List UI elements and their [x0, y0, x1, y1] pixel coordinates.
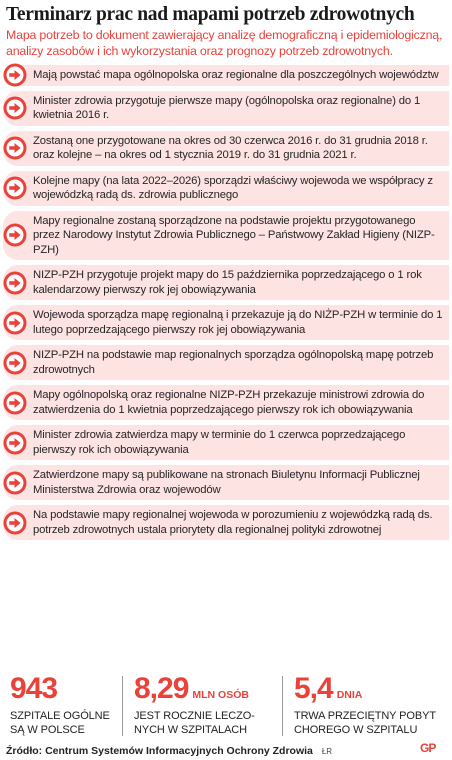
list-item-text: Mapy regionalne zostaną sporządzone na podstawie projektu przygotowanego przez Narodowy Instytut Zdrowia Publicznego – Państwowy Zakład Higieny (NIZP-PZH)	[33, 214, 435, 256]
stat-value: 943	[10, 672, 58, 705]
stat-value: 5,4	[294, 672, 333, 705]
list-item-text: Mapy ogólnopolską oraz regionalne NIZP-PZH przekazuje ministrowi zdrowia do zatwierdzenia do 1 kwietnia poprzedzającego pierwszy rok ich obowiązywania	[33, 389, 425, 416]
list-item-text: Minister zdrowia zatwierdza mapy w terminie do 1 czerwca poprzedzającego pierwszy rok ich obowiązywania	[33, 429, 406, 456]
list-item	[3, 171, 449, 206]
page-title: Terminarz prac nad mapami potrzeb zdrowotnych	[6, 4, 415, 25]
stat-label-line: TRWA PRZECIĘTNY POBYT	[294, 710, 436, 722]
list-item-text: Zatwierdzone mapy są publikowane na stronach Biuletynu Informacji Publicznej Ministerstwa Zdrowia oraz wojewodów	[33, 469, 420, 496]
list-item-text: Mają powstać mapa ogólnopolska oraz regionalne dla poszczególnych województw	[33, 69, 439, 81]
stat-label-line: JEST ROCZNIE LECZO-	[134, 710, 255, 722]
stats-row	[0, 672, 452, 742]
subtitle: Mapa potrzeb to dokument zawierający analizę demograficzną i epidemiologiczną, analizy zasobów i ich wykorzystania oraz prognozy potrzeb zdrowotnych.	[6, 28, 443, 58]
arrow-right-circle-icon	[3, 511, 27, 535]
list-item	[3, 265, 449, 300]
list-item-text: NIZP-PZH przygotuje projekt mapy do 15 października poprzedzającego o 1 rok kalendarzowy pierwszy rok jej obowiązywania	[33, 269, 422, 296]
list-item	[3, 305, 449, 340]
arrow-right-circle-icon	[3, 96, 27, 120]
source-line	[6, 745, 332, 757]
arrow-right-circle-icon	[3, 223, 27, 247]
stat-label-line: NYCH W SZPITALACH	[134, 723, 247, 736]
list-item	[3, 345, 449, 380]
arrow-right-circle-icon	[3, 63, 27, 87]
stat-stay	[294, 672, 436, 737]
stat-patients	[134, 672, 255, 737]
list-item	[3, 425, 449, 460]
list-item	[3, 465, 449, 500]
arrow-right-circle-icon	[3, 176, 27, 200]
arrow-right-circle-icon	[3, 471, 27, 495]
author-initials: ŁR	[321, 747, 333, 756]
list-item-text: NIZP-PZH na podstawie map regionalnych sporządza ogólnopolską mapę potrzeb zdrowotnych	[33, 349, 434, 376]
stat-unit: DNIA	[336, 689, 363, 701]
source-text: Źródło: Centrum Systemów Informacyjnych Ochrony Zdrowia	[6, 745, 313, 757]
stat-label-line: CHOREGO W SZPITALU	[294, 723, 418, 736]
stat-value: 8,29	[134, 672, 189, 705]
stat-label	[294, 710, 436, 737]
timeline-list	[3, 65, 449, 545]
arrow-right-circle-icon	[3, 271, 27, 295]
stat-label	[134, 710, 255, 737]
stat-label-line: SĄ W POLSCE	[10, 723, 85, 736]
list-item	[3, 385, 449, 420]
arrow-right-circle-icon	[3, 431, 27, 455]
list-item	[3, 505, 449, 540]
arrow-right-circle-icon	[3, 391, 27, 415]
divider	[282, 676, 283, 736]
arrow-right-circle-icon	[3, 351, 27, 375]
list-item-text: Na podstawie mapy regionalnej wojewoda w porozumieniu z wojewódzką radą ds. potrzeb zdrowotnych ustala priorytety dla regionalnej polityki zdrowotnej	[33, 509, 433, 536]
divider	[122, 676, 123, 736]
arrow-right-circle-icon	[3, 136, 27, 160]
list-item-text: Zostaną one przygotowane na okres od 30 czerwca 2016 r. do 31 grudnia 2018 r. oraz kolejne – na okres od 1 stycznia 2019 r. do 31 grudnia 2021 r.	[33, 134, 428, 161]
arrow-right-circle-icon	[3, 311, 27, 335]
list-item-text: Kolejne mapy (na lata 2022–2026) sporządzi właściwy wojewoda we współpracy z wojewódzką radą ds. zdrowia publicznego	[33, 174, 433, 201]
list-item	[3, 211, 449, 261]
stat-label-line: SZPITALE OGÓLNE	[10, 710, 110, 722]
stat-unit: MLN OSÓB	[192, 689, 249, 701]
list-item-text: Minister zdrowia przygotuje pierwsze mapy (ogólnopolska oraz regionalne) do 1 kwietnia 2016 r.	[33, 94, 421, 121]
list-item	[3, 91, 449, 126]
stat-label	[10, 710, 110, 737]
stat-hospitals	[10, 672, 110, 737]
list-item	[3, 65, 449, 86]
list-item	[3, 131, 449, 166]
list-item-text: Wojewoda sporządza mapę regionalną i przekazuje ją do NIŻP-PZH w terminie do 1 lutego poprzedzającego pierwszy rok jej obowiązywania	[33, 309, 443, 336]
logo: GP	[420, 741, 436, 755]
